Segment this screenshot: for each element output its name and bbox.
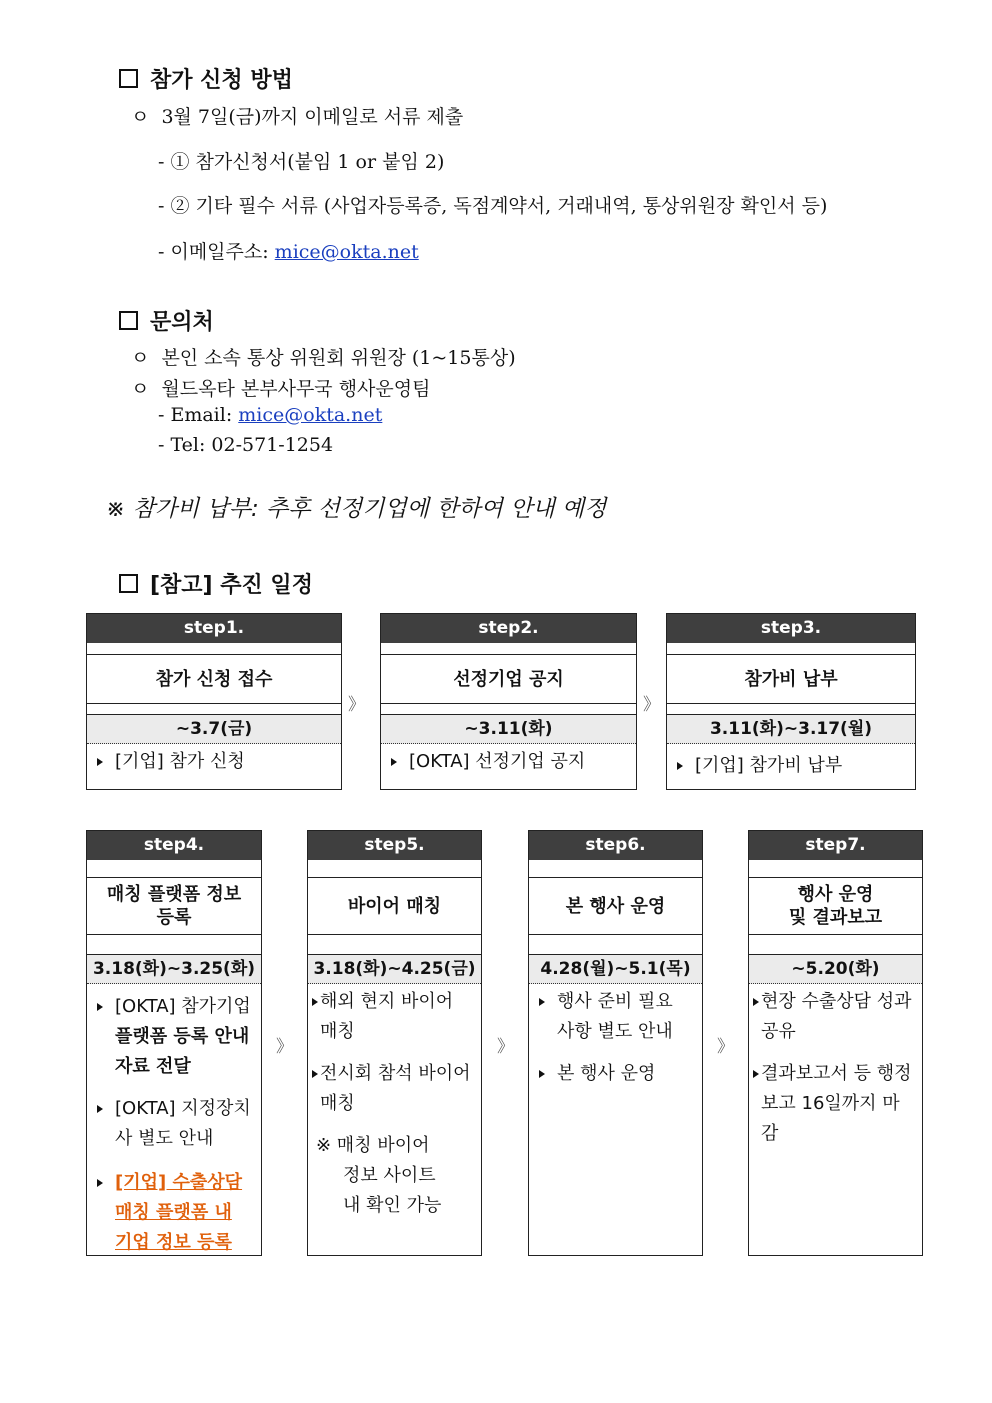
step-title: 행사 운영 및 결과보고 [749, 877, 922, 935]
bullet-triangle-icon [753, 1070, 759, 1078]
email-link[interactable]: mice@okta.net [238, 404, 383, 426]
list-item: 결과보고서 등 행정보고 16일까지 마감 [749, 1059, 914, 1149]
chevron-right-icon: 》 [717, 1037, 734, 1057]
step-date: 3.18(화)~4.25(금) [308, 954, 481, 984]
fee-note: ※ 참가비 납부: 추후 선정기업에 한하여 안내 예정 [106, 496, 607, 522]
step-3-card [666, 613, 916, 790]
contact-item-1: ㅇ 본인 소속 통상 위원회 위원장 (1~15통상) [131, 347, 516, 369]
step-body [667, 751, 915, 781]
bullet-triangle-icon [677, 762, 683, 770]
bullet-triangle-icon [312, 998, 318, 1006]
step-7-card [748, 830, 923, 1256]
list-item: 해외 현지 바이어 매칭 [308, 987, 473, 1047]
checkbox-square-icon [119, 69, 138, 88]
step-label: step5. [308, 831, 481, 860]
list-item: [기업] 수출상담 매칭 플랫폼 내 기업 정보 등록 [87, 1168, 255, 1258]
step-label: step1. [87, 614, 341, 643]
bullet-triangle-icon [97, 1105, 103, 1113]
step-title: 참가비 납부 [667, 654, 915, 704]
step-title: 바이어 매칭 [308, 877, 481, 935]
step-body [529, 987, 702, 1089]
apply-item: ㅇ 3월 7일(금)까지 이메일로 서류 제출 [131, 106, 464, 128]
step-title: 매칭 플랫폼 정보 등록 [87, 877, 261, 935]
bullet-triangle-icon [391, 758, 397, 766]
contact-item-2: ㅇ 월드옥타 본부사무국 행사운영팀 [131, 378, 431, 400]
step-body [381, 747, 636, 777]
step-date: 3.18(화)~3.25(화) [87, 954, 261, 984]
bullet-triangle-icon [753, 998, 759, 1006]
step-date: ~5.20(화) [749, 954, 922, 984]
list-item: 본 행사 운영 [529, 1059, 694, 1089]
apply-sub-1: - ① 참가신청서(붙임 1 or 붙임 2) [158, 151, 445, 173]
contact-email: - Email: mice@okta.net [158, 404, 383, 426]
step-1-card [86, 613, 342, 790]
apply-sub-3: - 이메일주소: mice@okta.net [158, 241, 419, 263]
section-heading-schedule: [참고] 추진 일정 [119, 568, 313, 599]
list-item: [OKTA] 지정장치사 별도 안내 [87, 1094, 255, 1154]
step-body [308, 987, 481, 1221]
chevron-right-icon: 》 [643, 695, 660, 715]
step-2-card [380, 613, 637, 790]
step-body [87, 747, 341, 777]
step-date: ~3.7(금) [87, 714, 341, 744]
step-title: 본 행사 운영 [529, 877, 702, 935]
list-item: 전시회 참석 바이어 매칭 [308, 1059, 473, 1119]
chevron-right-icon: 》 [497, 1037, 514, 1057]
step-title: 선정기업 공지 [381, 654, 636, 704]
step-body [749, 987, 922, 1149]
checkbox-square-icon [119, 574, 138, 593]
step-date: ~3.11(화) [381, 714, 636, 744]
bullet-triangle-icon [97, 1179, 103, 1187]
email-link[interactable]: mice@okta.net [274, 241, 419, 263]
step-date: 4.28(월)~5.1(목) [529, 954, 702, 984]
list-item: [OKTA] 참가기업 플랫폼 등록 안내자료 전달 [87, 992, 255, 1082]
step-label: step3. [667, 614, 915, 643]
step-body [87, 992, 261, 1258]
bullet-triangle-icon [312, 1070, 318, 1078]
step-date: 3.11(화)~3.17(월) [667, 714, 915, 744]
apply-sub-2: - ② 기타 필수 서류 (사업자등록증, 독점계약서, 거래내역, 통상위원장 확인서 등) [158, 195, 828, 217]
step-6-card [528, 830, 703, 1256]
bullet-triangle-icon [539, 1070, 545, 1078]
chevron-right-icon: 》 [348, 695, 365, 715]
step-label: step7. [749, 831, 922, 860]
section-heading-contact: 문의처 [119, 305, 214, 336]
bullet-triangle-icon [97, 1003, 103, 1011]
list-item: [OKTA] 선정기업 공지 [381, 747, 636, 777]
step-label: step2. [381, 614, 636, 643]
step-5-card [307, 830, 482, 1256]
contact-tel: - Tel: 02-571-1254 [158, 434, 334, 456]
step-label: step6. [529, 831, 702, 860]
list-item: 행사 준비 필요 사항 별도 안내 [529, 987, 694, 1047]
bullet-triangle-icon [97, 758, 103, 766]
bullet-triangle-icon [539, 998, 545, 1006]
step-4-card [86, 830, 262, 1256]
step-note: ※ 매칭 바이어 정보 사이트 내 확인 가능 [316, 1135, 442, 1216]
step-title: 참가 신청 접수 [87, 654, 341, 704]
list-item: 현장 수출상담 성과 공유 [749, 987, 914, 1047]
step-label: step4. [87, 831, 261, 860]
section-heading-apply: 참가 신청 방법 [119, 63, 293, 94]
checkbox-square-icon [119, 311, 138, 330]
list-item: [기업] 참가 신청 [87, 747, 341, 777]
chevron-right-icon: 》 [276, 1037, 293, 1057]
list-item: [기업] 참가비 납부 [667, 751, 915, 781]
